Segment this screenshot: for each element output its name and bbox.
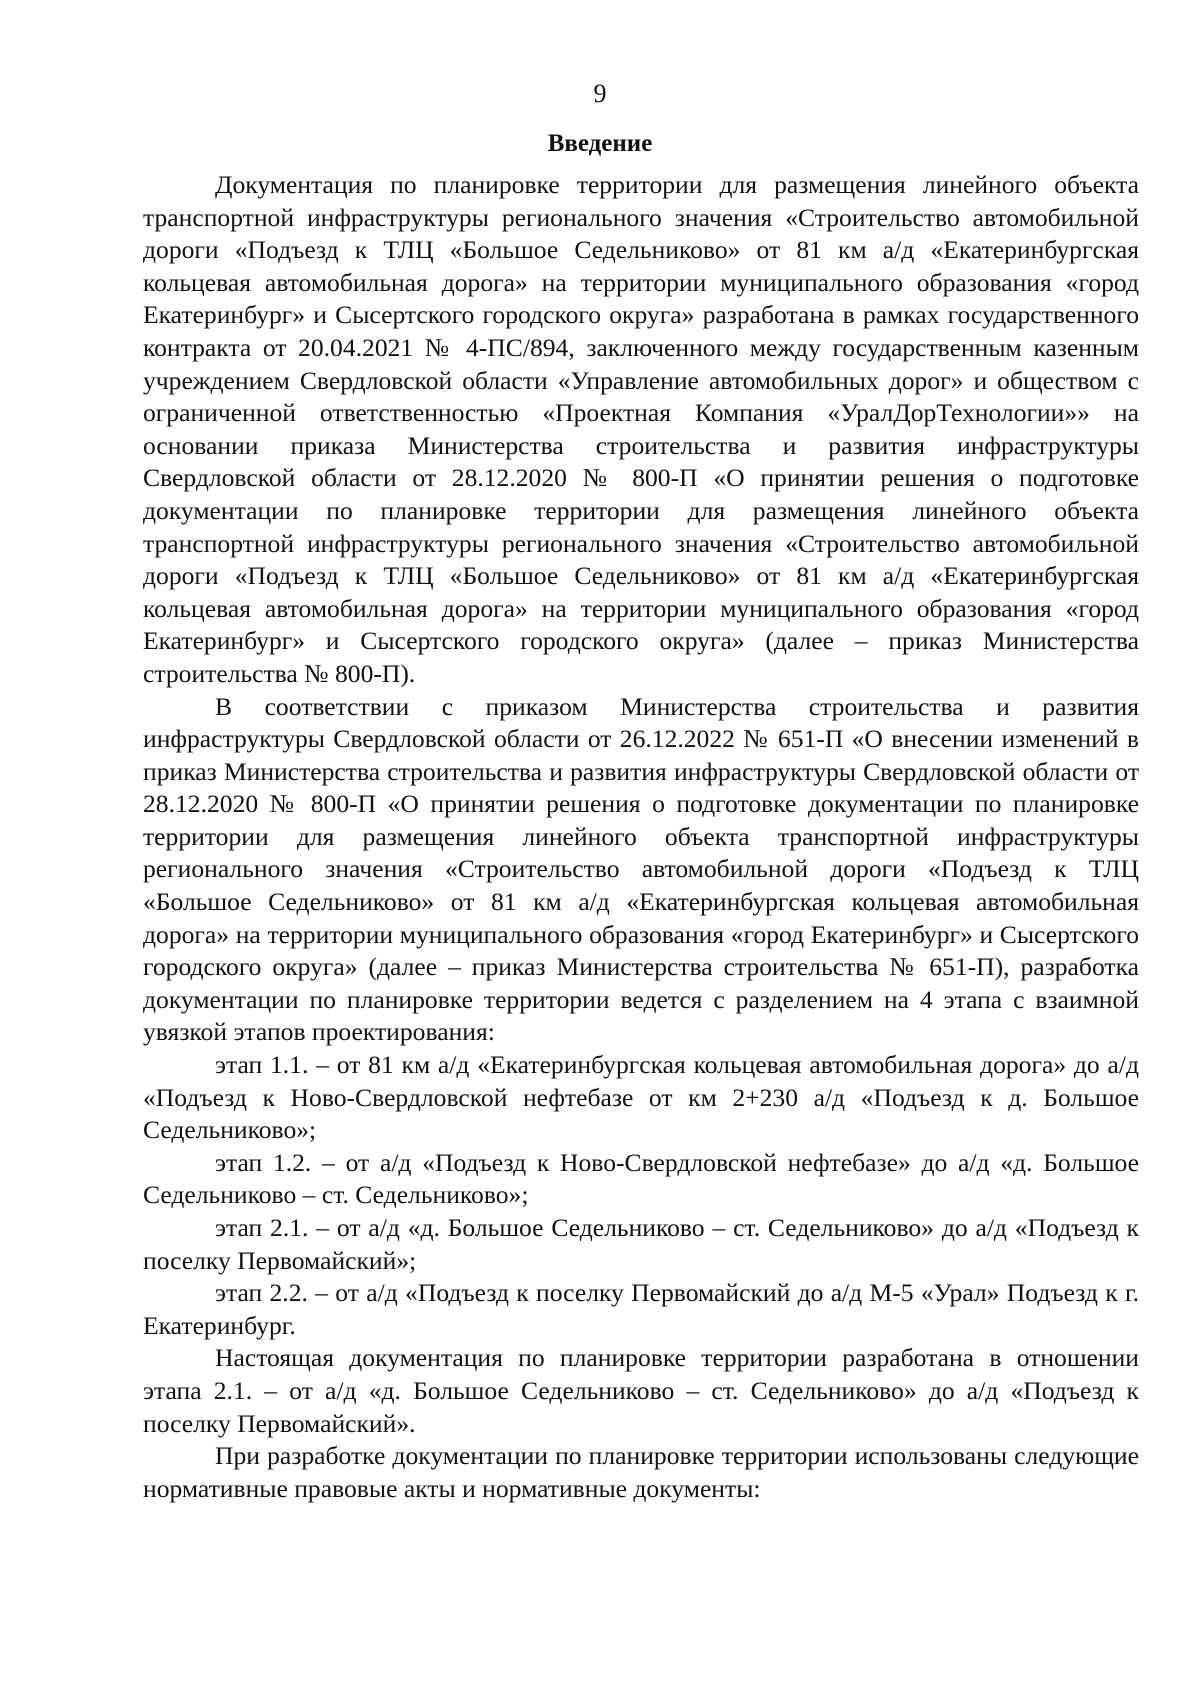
paragraph-stage-1-2: этап 1.2. – от а/д «Подъезд к Ново-Свердловской нефтебазе» до а/д «д. Большое Седельниково – ст. Седельниково»; [143,1147,1139,1210]
paragraph-stage-2-2: этап 2.2. – от а/д «Подъезд к поселку Первомайский до а/д М-5 «Урал» Подъезд к г. Екатеринбург. [143,1278,1139,1340]
paragraph-regulations-intro: При разработке документации по планировке территории использованы следующие нормативные правовые акты и нормативные документы: [143,1441,1139,1503]
paragraph-stage-2-1: этап 2.1. – от а/д «д. Большое Седельниково – ст. Седельниково» до а/д «Подъезд к поселку Первомайский»; [143,1213,1139,1275]
section-heading: Введение [547,130,653,157]
page-number: 9 [593,79,607,108]
paragraph-stages-order: В соответствии с приказом Министерства строительства и развития инфраструктуры Свердловской области от 26.12.2022 № 651-П «О внесении изменений в приказ Министерства строительства и развития инфраструктуры Свердловской области от 28.12.2020 № 800-П «О принятии решения о подготовке документации по планировке территории для размещения линейного объекта транспортной инфраструктуры регионального значения «Строительство автомобильной дороги «Подъезд к ТЛЦ «Большое Седельниково» от 81 км а/д «Екатеринбургская кольцевая автомобильная дорога» на территории муниципального образования «город Екатеринбург» и Сысертского городского округа» (далее – приказ Министерства строительства № 651-П), разработка документации по планировке территории ведется с разделением на 4 этапа с взаимной увязкой этапов проектирования: [143,691,1139,1047]
paragraph-scope: Настоящая документация по планировке территории разработана в отношении этапа 2.1. – от а/д «д. Большое Седельниково – ст. Седельниково» до а/д «Подъезд к поселку Первомайский». [143,1343,1139,1438]
document-body [143,169,1139,1505]
paragraph-documentation-basis: Документация по планировке территории для размещения линейного объекта транспортной инфраструктуры регионального значения «Строительство автомобильной дороги «Подъезд к ТЛЦ «Большое Седельниково» от 81 км а/д «Екатеринбургская кольцевая автомобильная дорога» на территории муниципального образования «город Екатеринбург» и Сысертского городского округа» разработана в рамках государственного контракта от 20.04.2021 № 4-ПС/894, заключенного между государственным казенным учреждением Свердловской области «Управление автомобильных дорог» и обществом с ограниченной ответственностью «Проектная Компания «УралДорТехнологии»» на основании приказа Министерства строительства и развития инфраструктуры Свердловской области от 28.12.2020 № 800-П «О принятии решения о подготовке документации по планировке территории для размещения линейного объекта транспортной инфраструктуры регионального значения «Строительство автомобильной дороги «Подъезд к ТЛЦ «Большое Седельниково» от 81 км а/д «Екатеринбургская кольцевая автомобильная дорога» на территории муниципального образования «город Екатеринбург» и Сысертского городского округа» (далее – приказ Министерства строительства № 800-П). [143,170,1139,688]
paragraph-stage-1-1: этап 1.1. – от 81 км а/д «Екатеринбургская кольцевая автомобильная дорога» до а/д «Подъезд к Ново-Свердловской нефтебазе от км 2+230 а/д «Подъезд к д. Большое Седельниково»; [143,1050,1139,1145]
